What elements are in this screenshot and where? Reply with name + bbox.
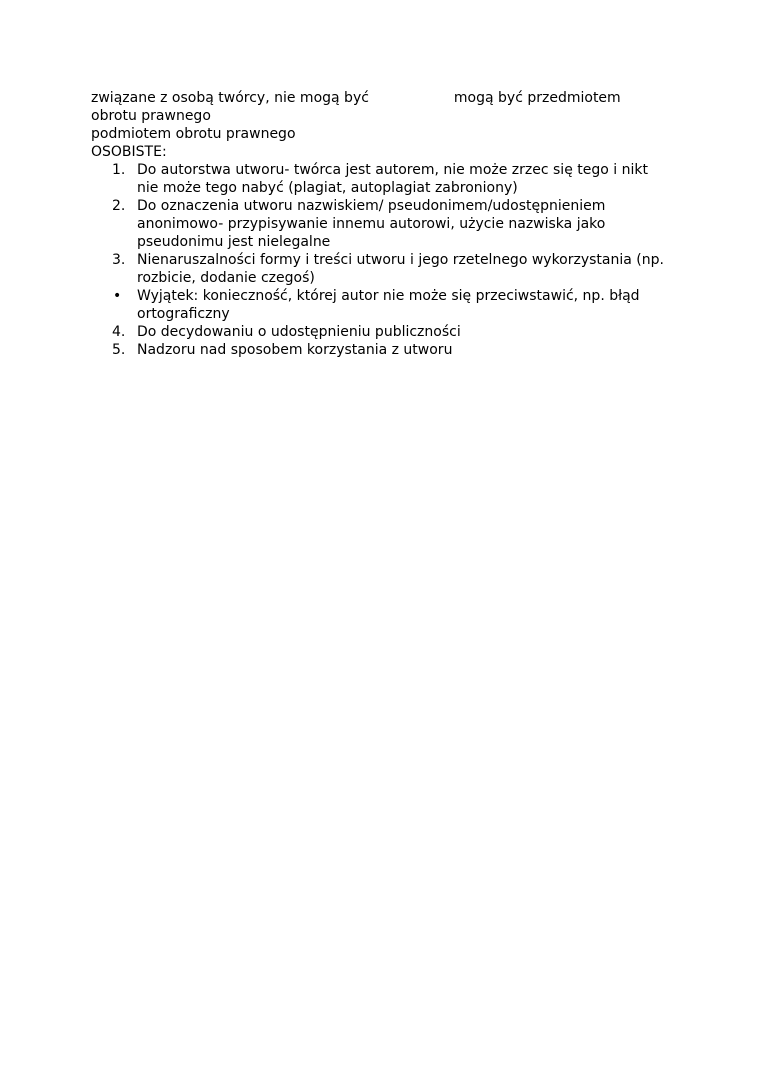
list-item-line: Nienaruszalności formy i treści utworu i jego rzetelnego wykorzystania (np.	[137, 252, 664, 268]
list-item	[91, 161, 677, 197]
list-item-line: Do decydowaniu o udostępnieniu publiczności	[137, 324, 461, 340]
document-body	[91, 89, 691, 359]
list-item-line: Do autorstwa utworu- twórca jest autorem, nie może zrzec się tego i nikt	[137, 162, 648, 178]
list-item-line: anonimowo- przypisywanie innemu autorowi, użycie nazwiska jako	[137, 216, 606, 232]
list-item-line: Nadzoru nad sposobem korzystania z utworu	[137, 342, 453, 358]
list-item	[91, 287, 677, 323]
rights-list	[91, 161, 691, 359]
list-item	[91, 341, 677, 359]
list-marker: 3.	[112, 252, 126, 268]
header-line-3: podmiotem obrotu prawnego	[91, 126, 296, 142]
list-marker: 5.	[112, 342, 126, 358]
list-item-line: rozbicie, dodanie czegoś)	[137, 270, 315, 286]
list-item-line: ortograficzny	[137, 306, 230, 322]
header-left-text: związane z osobą twórcy, nie mogą być	[91, 90, 369, 106]
list-item-line: Do oznaczenia utworu nazwiskiem/ pseudonimem/udostępnieniem	[137, 198, 606, 214]
header-line-2: obrotu prawnego	[91, 108, 211, 124]
list-item	[91, 251, 677, 287]
list-marker: 1.	[112, 162, 126, 178]
list-item	[91, 197, 677, 251]
list-item-line: pseudonimu jest nielegalne	[137, 234, 331, 250]
list-item-line: nie może tego nabyć (plagiat, autoplagiat zabroniony)	[137, 180, 518, 196]
list-marker: 4.	[112, 324, 126, 340]
section-title: OSOBISTE:	[91, 144, 167, 160]
list-item	[91, 323, 677, 341]
list-item-line: Wyjątek: konieczność, której autor nie może się przeciwstawić, np. błąd	[137, 288, 640, 304]
header-right-text: mogą być przedmiotem	[453, 90, 621, 106]
bullet-marker: •	[113, 288, 122, 304]
header-line-1	[91, 89, 691, 107]
list-marker: 2.	[112, 198, 126, 214]
